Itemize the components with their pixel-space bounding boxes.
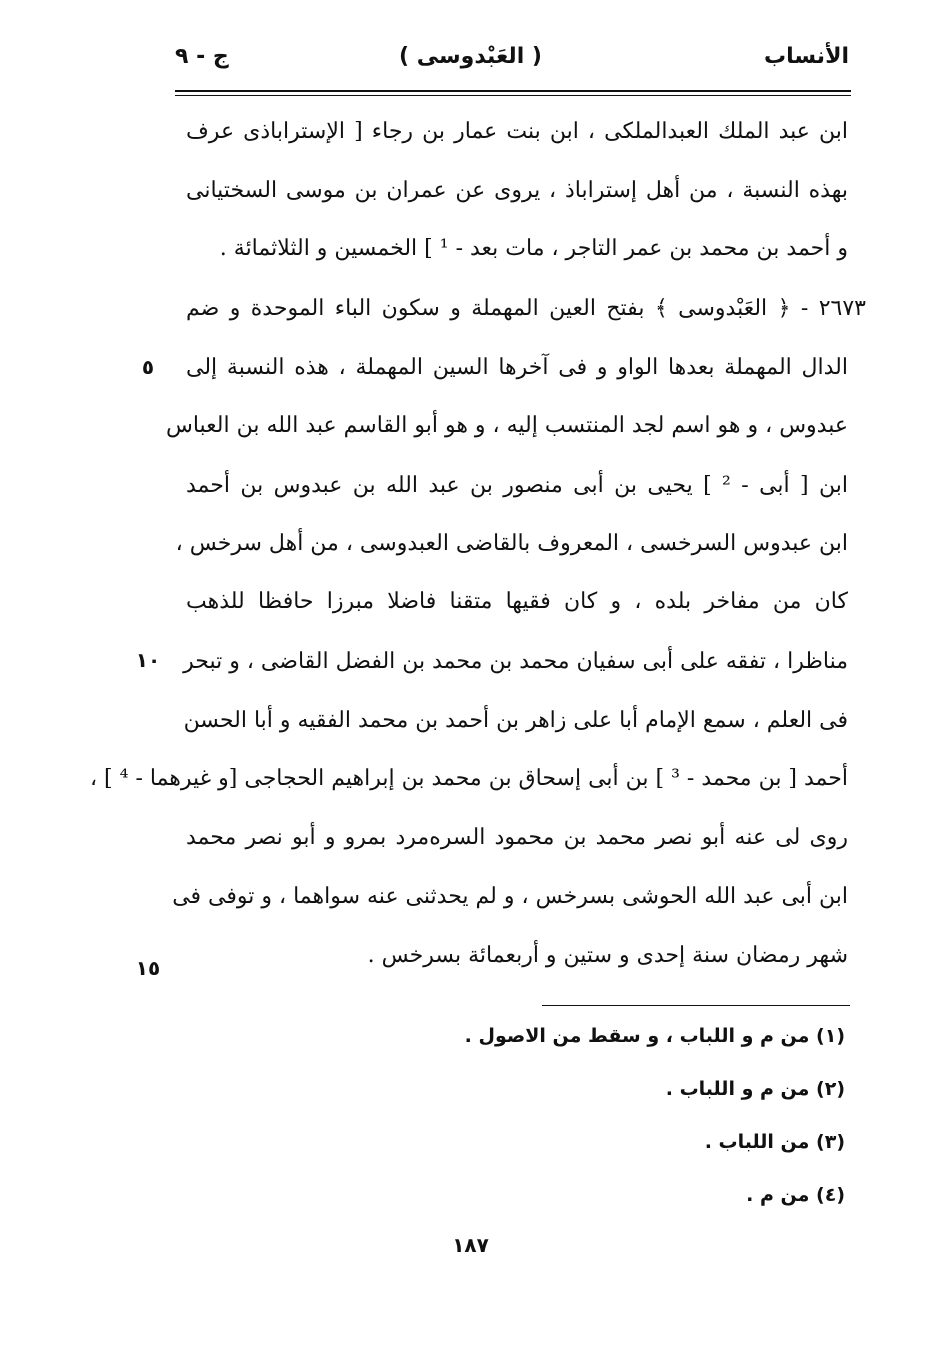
running-header-book-title: الأنساب: [764, 44, 849, 69]
line-number-10: ١٠: [135, 648, 161, 672]
text-line: ابن [ أبى - ² ] يحيى بن أبى منصور بن عبد الله بن عبدوس بن أحمد: [186, 473, 848, 498]
text-line: فى العلم ، سمع الإمام أبا على زاهر بن أحمد بن محمد الفقيه و أبا الحسن: [183, 708, 848, 733]
footnote-separator: [542, 1005, 850, 1006]
text-line: بهذه النسبة ، من أهل إستراباذ ، يروى عن عمران بن موسى السختيانى: [186, 178, 848, 203]
footnote-1: (١) من م و اللباب ، و سقط من الاصول .: [464, 1025, 845, 1047]
text-line: مناظرا ، تفقه على أبى سفيان محمد بن محمد بن الفضل القاضى ، و تبحر: [183, 649, 848, 674]
footnote-2: (٢) من م و اللباب .: [665, 1078, 845, 1100]
text-line: ابن عبد الملك العبدالملكى ، ابن بنت عمار بن رجاء [ الإستراباذى عرف: [186, 119, 848, 144]
footnote-3: (٣) من اللباب .: [704, 1131, 845, 1153]
text-line: أحمد [ بن محمد - ³ ] بن أبى إسحاق بن محمد بن إبراهيم الحجاجى [و غيرهما - ⁴ ] ،: [89, 766, 848, 791]
text-line: الدال المهملة بعدها الواو و فى آخرها السين المهملة ، هذه النسبة إلى: [186, 355, 848, 380]
line-number-15: ١٥: [135, 956, 161, 980]
header-rule-thick: [175, 90, 851, 92]
text-line: عبدوس ، و هو اسم لجد المنتسب إليه ، و هو أبو القاسم عبد الله بن العباس: [165, 413, 848, 438]
page-number: ١٨٧: [452, 1233, 489, 1257]
text-line: و أحمد بن محمد بن عمر التاجر ، مات بعد - ¹ ] الخمسين و الثلاثمائة .: [219, 236, 848, 261]
text-line: ابن عبدوس السرخسى ، المعروف بالقاضى العبدوسى ، من أهل سرخس ،: [175, 531, 848, 556]
running-header-entry-title: ( العَبْدوسى ): [399, 44, 542, 69]
text-line: روى لى عنه أبو نصر محمد بن محمود السره‌مرد بمرو و أبو نصر محمد: [186, 825, 848, 850]
running-header-volume: ج - ٩: [175, 44, 229, 69]
text-line: كان من مفاخر بلده ، و كان فقيها متقنا فاضلا مبرزا حافظا للذهب: [186, 589, 848, 614]
entry-heading-line: ٢٦٧٣ - ﴿ العَبْدوسى ﴾ بفتح العين المهملة و سكون الباء الموحدة و ضم: [186, 296, 866, 321]
text-line: شهر رمضان سنة إحدى و ستين و أربعمائة بسرخس .: [367, 943, 848, 968]
header-rule-thin: [175, 95, 851, 96]
footnote-4: (٤) من م .: [746, 1184, 845, 1206]
text-line: ابن أبى عبد الله الحوشى بسرخس ، و لم يحدثنى عنه سواهما ، و توفى فى: [172, 884, 848, 909]
line-number-5: ٥: [141, 355, 155, 379]
